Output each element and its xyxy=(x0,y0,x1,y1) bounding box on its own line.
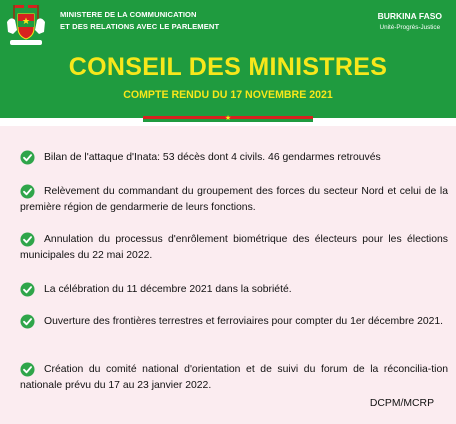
ministry-line-1: MINISTERE DE LA COMMUNICATION xyxy=(60,10,197,19)
check-circle-icon xyxy=(20,282,35,297)
check-circle-icon xyxy=(20,362,35,377)
signature: DCPM/MCRP xyxy=(369,398,434,409)
ministry-line-2: ET DES RELATIONS AVEC LE PARLEMENT xyxy=(60,22,220,31)
check-circle-icon xyxy=(20,150,35,165)
flag-star-icon: ★ xyxy=(224,115,232,122)
flag-stripe xyxy=(143,116,313,122)
header-banner xyxy=(0,0,456,118)
item-text: Bilan de l'attaque d'Inata: 53 décès dont 4 civils. 46 gendarmes retrouvés xyxy=(44,152,381,163)
country-motto: Unité-Progrès-Justice xyxy=(379,24,441,31)
content-panel xyxy=(0,126,456,424)
item-text: Ouverture des frontières terrestres et ferroviaires pour compter du 1er décembre 2021. xyxy=(44,316,444,327)
page-title: CONSEIL DES MINISTRES xyxy=(68,53,388,81)
check-circle-icon xyxy=(20,314,35,329)
ministry-name xyxy=(60,9,219,33)
check-circle-icon xyxy=(20,232,35,247)
item-text: Annulation du processus d'enrôlement biométrique des électeurs pour les élections municipales du 22 mai 2022. xyxy=(20,234,448,261)
list-item xyxy=(20,184,448,216)
list-item xyxy=(20,362,448,394)
list-item xyxy=(20,282,448,298)
country-block xyxy=(378,10,442,33)
check-circle-icon xyxy=(20,184,35,199)
coat-of-arms-emblem-icon xyxy=(4,2,48,48)
page-subtitle: COMPTE RENDU DU 17 NOVEMBRE 2021 xyxy=(123,89,333,101)
country-name: BURKINA FASO xyxy=(377,11,442,21)
list-item xyxy=(20,314,448,330)
list-item xyxy=(20,232,448,264)
item-text: Relèvement du commandant du groupement des forces du secteur Nord et celui de la première région de gendarmerie de leurs fonctions. xyxy=(20,186,448,213)
item-text: La célébration du 11 décembre 2021 dans la sobriété. xyxy=(44,284,292,295)
list-item xyxy=(20,150,448,166)
item-text: Création du comité national d'orientation et de suivi du forum de la réconcilia-tion nationale prévu du 17 au 23 janvier 2022. xyxy=(20,364,448,391)
